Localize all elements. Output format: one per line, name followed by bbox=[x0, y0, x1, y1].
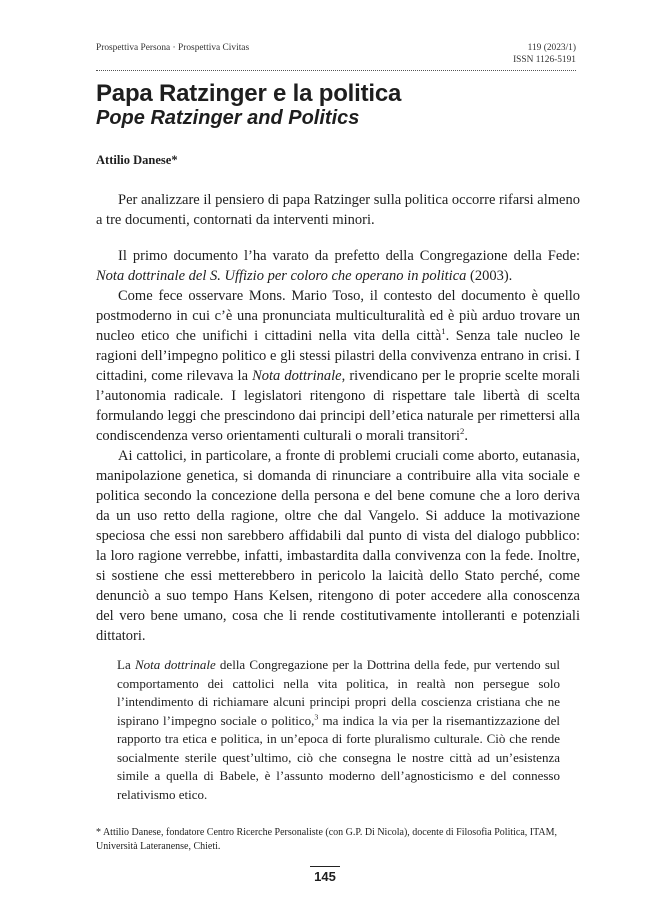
p2-text-a: Come fece osservare Mons. Mario Toso, il contesto del documento è quello postmoderno in cui c’è una pronunciata multiculturalità ed è più arduo trovare un nucleo etico che unifichi i cittadini nella vita della città bbox=[96, 288, 580, 344]
running-header bbox=[96, 40, 576, 71]
p2-text-d: . bbox=[464, 428, 468, 444]
article-subtitle: Pope Ratzinger and Politics bbox=[96, 107, 360, 129]
p1-document-title: Nota dottrinale del S. Uffizio per coloro che operano in politica bbox=[96, 268, 467, 284]
intro-paragraph: Per analizzare il pensiero di papa Ratzinger sulla politica occorre rifarsi almeno a tre documenti, contornati da interventi minori. bbox=[96, 192, 580, 228]
p2-text-c: , rivendicano per le proprie scelte morali l’autonomia radicale. I legislatori ritengono di rispettare tale libertà di scelta formulando leggi che prescindono dai principi dell’etica naturale per rimettersi alla condiscendenza verso orientamenti culturali o morali transitori bbox=[96, 368, 580, 444]
quote-text-b: della Congregazione per la Dottrina della fede, pur vertendo sul comportamento dei cattolici nella vita politica, in realtà non persegue solo l’intendimento di richiamare alcuni principi propri della coscienza cristiana che ne ispirano l’impegno sociale o politico, bbox=[117, 657, 561, 728]
p1-text-a: Il primo documento l’ha varato da prefetto della Congregazione della Fede: bbox=[118, 248, 580, 264]
p2-text-b: . Senza tale nucleo le ragioni dell’impegno politico e gli stessi pilastri della convivenza entrano in crisi. I cittadini, come rilevava la bbox=[96, 328, 580, 384]
p2-document-title: Nota dottrinale bbox=[252, 368, 342, 384]
intro-block bbox=[96, 190, 580, 230]
issue-number: 119 (2023/1) bbox=[527, 43, 576, 53]
body-paragraph-2 bbox=[96, 286, 580, 446]
body-block bbox=[96, 246, 580, 646]
issn: ISSN 1126-5191 bbox=[513, 55, 576, 65]
body-paragraph-3: Ai cattolici, in particolare, a fronte di problemi cruciali come aborto, eutanasia, manipolazione genetica, si domanda di rinunciare a contribuire alla vita sociale e politica secondo la concezione della persona e del bene comune che a loro deriva da un uso retto della ragione, oltre che dal Vangelo. Si adduce la motivazione speciosa che essi non sarebbero affidabili dal punto di vista del dialogo pubblico: la loro ragione verrebbe, infatti, imbastardita dalla convivenza con la fede. Inoltre, si sostiene che essi metterebbero in pericolo la laicità dello Stato perché, come denunciò a suo tempo Hans Kelsen, ritengono di poter accedere alla conoscenza del vero bene umano, cosa che li rende costitutivamente intolleranti e potenziali dittatori. bbox=[96, 448, 580, 644]
quote-document-title: Nota dottrinale bbox=[134, 657, 216, 672]
footnote-text: * Attilio Danese, fondatore Centro Ricerche Personaliste (con G.P. Di Nicola), docente di Filosofia Politica, ITAM, Università Lateranense, Chieti. bbox=[96, 827, 558, 852]
article-title: Papa Ratzinger e la politica bbox=[96, 80, 402, 107]
footnote-ref-2[interactable]: 2 bbox=[460, 426, 465, 437]
page-number: 145 bbox=[310, 866, 340, 884]
footnote-ref-3[interactable]: 3 bbox=[314, 712, 319, 722]
body-paragraph-1 bbox=[96, 246, 580, 286]
footnote-ref-1[interactable]: 1 bbox=[441, 326, 446, 337]
quote-text-a: La bbox=[117, 657, 135, 672]
p1-text-b: (2003). bbox=[466, 268, 513, 284]
issue-info bbox=[513, 42, 576, 66]
quote-paragraph bbox=[117, 656, 560, 804]
author-name: Attilio Danese* bbox=[96, 153, 178, 167]
author-footnote bbox=[96, 826, 580, 854]
page-number-block bbox=[0, 866, 650, 886]
journal-name: Prospettiva Persona · Prospettiva Civitas bbox=[96, 43, 250, 53]
block-quote bbox=[117, 656, 560, 804]
quote-text-c: ma indica la via per la risemantizzazione del rapporto tra etica e politica, in un’epoca di forte pluralismo culturale. Ciò che rende socialmente sterile quest’ultimo, ciò che consegna le nostre città ad un’esistenza simile a quella di Babele, è l’assunto moderno dell’agnosticismo e del connesso relativismo etico. bbox=[117, 712, 560, 802]
